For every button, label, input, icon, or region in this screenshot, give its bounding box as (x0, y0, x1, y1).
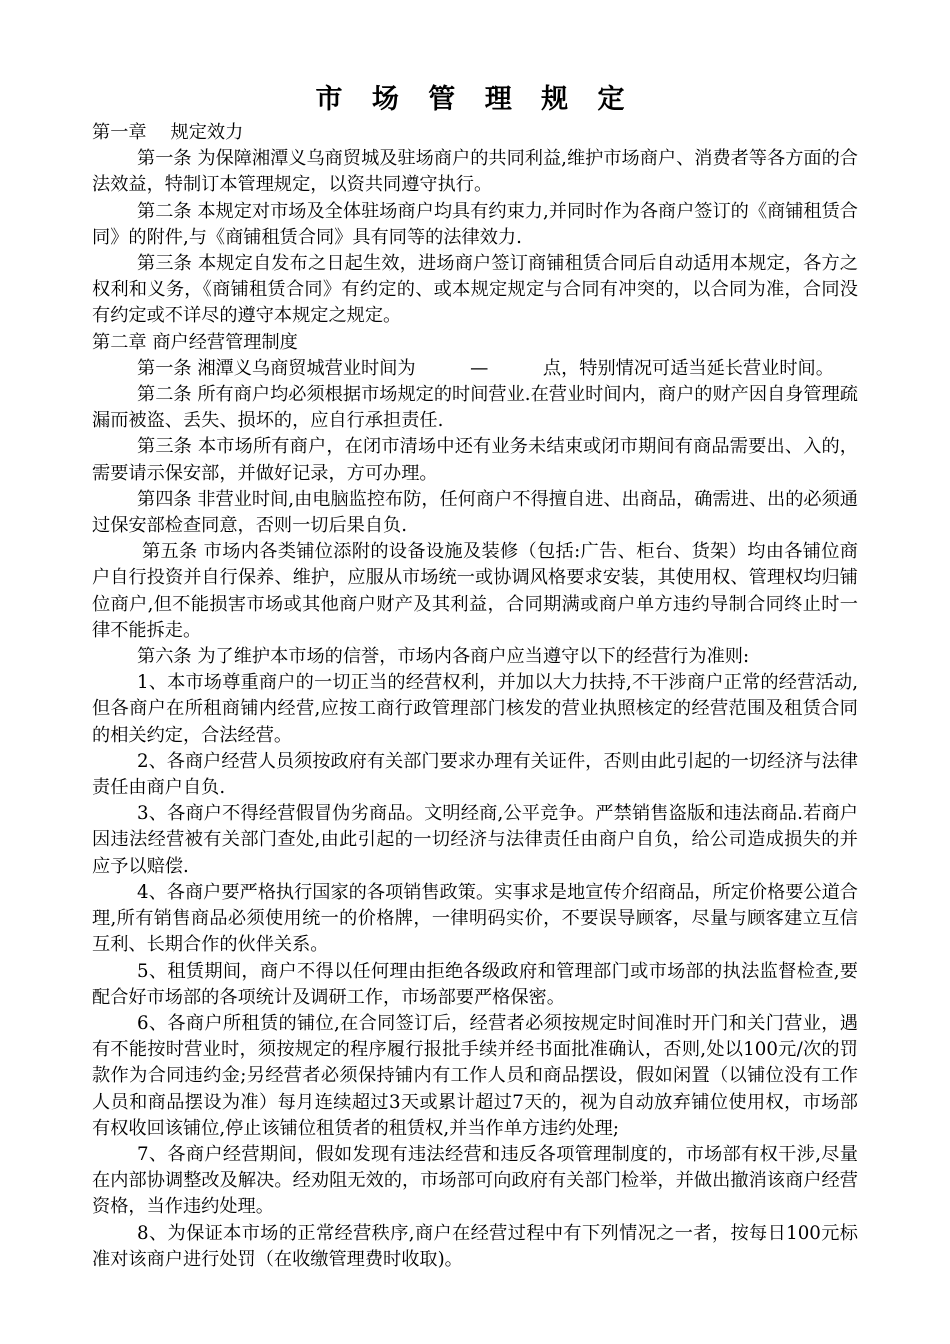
article-paragraph: 7、各商户经营期间，假如发现有违法经营和违反各项管理制度的，市场部有权干涉,尽量在内部协调整改及解决。经劝阻无效的，市场部可向政府有关部门检举，并做出撤消该商户经营资格，当作违约处理。 (92, 1143, 858, 1218)
chapter-heading: 第二章 商户经营管理制度 (92, 331, 298, 353)
article-paragraph: 第一条 湘潭义乌商贸城营业时间为 — 点，特别情况可适当延长营业时间。 (137, 357, 834, 379)
article-paragraph: 2、各商户经营人员须按政府有关部门要求办理有关证件，否则由此引起的一切经济与法律责任由商户自负. (92, 750, 858, 799)
article-paragraph: 第二条 所有商户均必须根据市场规定的时间营业.在营业时间内，商户的财产因自身管理疏漏而被盗、丢失、损坏的，应自行承担责任. (92, 384, 858, 432)
article-paragraph: 4、各商户要严格执行国家的各项销售政策。实事求是地宣传介绍商品，所定价格要公道合理,所有销售商品必须使用统一的价格牌，一律明码实价，不要误导顾客，尽量与顾客建立互信互利、长期合作的伙伴关系。 (92, 881, 858, 956)
article-paragraph: 8、为保证本市场的正常经营秩序,商户在经营过程中有下列情况之一者，按每日100元标准对该商户进行处罚（在收缴管理费时收取)。 (92, 1222, 858, 1270)
article-paragraph: 3、各商户不得经营假冒伪劣商品。文明经商,公平竞争。严禁销售盗版和违法商品.若商户因违法经营被有关部门查处,由此引起的一切经济与法律责任由商户自负，给公司造成损失的并应予以赔偿. (92, 803, 858, 877)
document-title: 市 场 管 理 规 定 (315, 84, 635, 115)
article-paragraph: 5、租赁期间，商户不得以任何理由拒绝各级政府和管理部门或市场部的执法监督检查,要配合好市场部的各项统计及调研工作，市场部要严格保密。 (92, 960, 858, 1008)
article-paragraph: 第六条 为了维护本市场的信誉，市场内各商户应当遵守以下的经营行为准则: (137, 646, 750, 668)
chapter-heading: 第一章 规定效力 (92, 122, 244, 143)
article-paragraph: 第五条 市场内各类铺位添附的设备设施及装修（包括:广告、柜台、货架）均由各铺位商户自行投资并自行保养、维护，应服从市场统一或协调风格要求安装，其使用权、管理权均归铺位商户,但不能损害市场或其他商户财产及其利益，合同期满或商户单方违约导制合同终止时一律不能拆走。 (92, 541, 858, 641)
article-paragraph: 第三条 本规定自发布之日起生效，进场商户签订商铺租赁合同后自动适用本规定，各方之权利和义务，《商铺租赁合同》有约定的、或本规定规定与合同有冲突的，以合同为准，合同没有约定或不详尽的遵守本规定之规定。 (92, 253, 858, 327)
document-body (92, 120, 858, 1273)
article-paragraph: 第二条 本规定对市场及全体驻场商户均具有约束力,并同时作为各商户签订的《商铺租赁合同》的附件,与《商铺租赁合同》具有同等的法律效力. (92, 200, 858, 248)
article-paragraph: 1、本市场尊重商户的一切正当的经营权利，并加以大力扶持,不干涉商户正常的经营活动,但各商户在所租商铺内经营,应按工商行政管理部门核发的营业执照核定的经营范围及租赁合同的相关约定，合法经营。 (92, 672, 858, 746)
article-paragraph: 6、各商户所租赁的铺位,在合同签订后，经营者必须按规定时间准时开门和关门营业，遇有不能按时营业时，须按规定的程序履行报批手续并经书面批准确认，否则,处以100元/次的罚款作为合同违约金;另经营者必须保持铺内有工作人员和商品摆设，假如闲置（以铺位没有工作人员和商品摆设为准）每月连续超过3天或累计超过7天的，视为自动放弃铺位使用权，市场部有权收回该铺位,停止该铺位租赁者的租赁权,并当作单方违约处理; (92, 1012, 858, 1139)
article-paragraph: 第三条 本市场所有商户，在闭市清场中还有业务未结束或闭市期间有商品需要出、入的，需要请示保安部，并做好记录，方可办理。 (92, 436, 858, 484)
article-paragraph: 第一条 为保障湘潭义乌商贸城及驻场商户的共同利益,维护市场商户、消费者等各方面的合法效益，特制订本管理规定，以资共同遵守执行。 (92, 148, 858, 196)
article-paragraph: 第四条 非营业时间,由电脑监控布防，任何商户不得擅自进、出商品，确需进、出的必须通过保安部检查同意，否则一切后果自负. (92, 488, 858, 537)
